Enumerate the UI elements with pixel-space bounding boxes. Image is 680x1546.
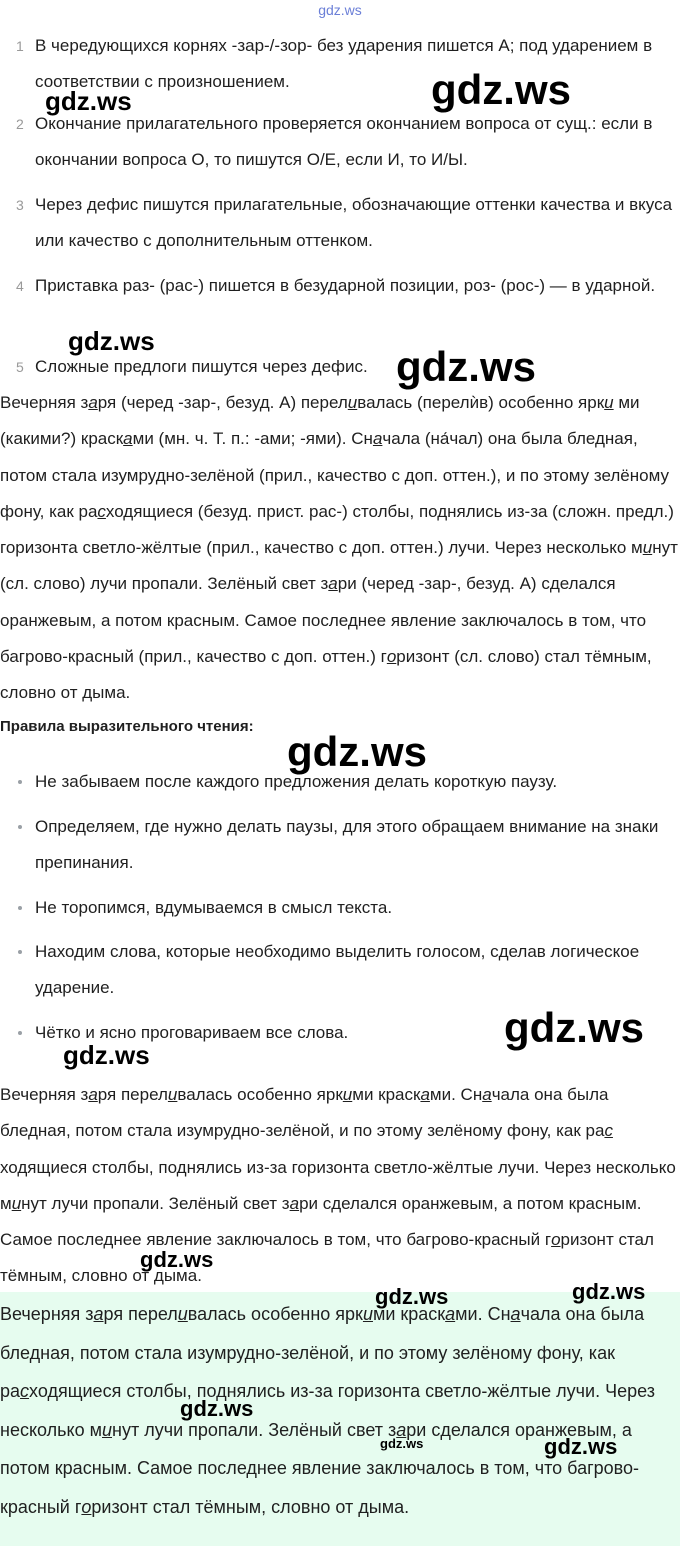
bullet-dot-icon xyxy=(18,950,22,954)
highlighted-letter: о xyxy=(386,647,397,667)
watermark-logo: gdz.ws xyxy=(504,1004,645,1051)
highlighted-letter: с xyxy=(604,1121,613,1141)
analysis-paragraph xyxy=(0,385,678,712)
reading-rules-heading: Правила выразительного чтения: xyxy=(0,718,254,735)
highlighted-letter: а xyxy=(88,393,98,412)
highlighted-letter: и xyxy=(642,538,653,558)
reading-rule-text: Находим слова, которые необходимо выделить голосом, сделав логическое ударение. xyxy=(35,942,640,997)
reading-rule-text: Не забываем после каждого предложения делать короткую паузу. xyxy=(35,772,558,791)
highlighted-letter: и xyxy=(362,1304,373,1324)
text-run: ри (черед -зар-, безуд. А) сделался оранжевым, а потом красным. Самое последнее явление заключалось в том, что багрово-красный (прил., качество с доп. оттен.) г xyxy=(0,574,647,667)
watermark-logo: gdz.ws xyxy=(140,1247,214,1272)
text-run: валась особенно ярк xyxy=(177,1085,343,1104)
rule-text: Приставка раз- (рас-) пишется в безударной позиции, роз- (рос-) — в ударной. xyxy=(35,276,656,295)
bullet-dot-icon xyxy=(18,1031,22,1035)
text-run: валась особенно ярк xyxy=(187,1304,363,1324)
text-run: ми. Сн xyxy=(429,1085,483,1104)
highlighted-letter: с xyxy=(97,501,106,521)
text-run: Вечерняя з xyxy=(0,393,89,412)
watermark-logo: gdz.ws xyxy=(68,326,155,356)
text-run: ходящиеся столбы, поднялись из-за горизонта светло-жёлтые лучи. Через несколько м xyxy=(0,1381,655,1440)
highlighted-letter: а xyxy=(93,1304,104,1324)
answer-text-paragraph xyxy=(0,1295,678,1526)
rule-text: В чередующихся корнях -зар-/-зор- без ударения пишется А; под ударением в соответствии с произношением. xyxy=(35,36,653,91)
text-run: ризонт стал тёмным, словно от дыма. xyxy=(0,1230,654,1286)
reading-rule-text: Чётко и ясно проговариваем все слова. xyxy=(35,1023,349,1042)
highlighted-letter: а xyxy=(123,429,133,449)
watermark-logo: gdz.ws xyxy=(287,728,428,775)
reading-rule-text: Определяем, где нужно делать паузы, для этого обращаем внимание на знаки препинания. xyxy=(35,817,659,872)
watermark-logo: gdz.ws xyxy=(375,1284,449,1309)
text-run: чала она была бледная, потом стала изумрудно-зелёной, и по этому зелёному фону, как ра xyxy=(0,1085,609,1141)
text-run: нут лучи пропали. Зелёный свет з xyxy=(21,1193,290,1213)
rule-number: 3 xyxy=(16,197,24,213)
rule-number: 5 xyxy=(16,359,24,375)
clean-text-paragraph xyxy=(0,1077,678,1295)
watermark-logo: gdz.ws xyxy=(45,86,132,116)
text-run: ря перел xyxy=(97,1085,168,1104)
highlighted-letter: и xyxy=(604,393,614,412)
highlighted-letter: с xyxy=(20,1381,30,1401)
text-run: ми (мн. ч. Т. п.: -ами; -ями). Сн xyxy=(132,429,373,449)
highlighted-letter: а xyxy=(396,1419,407,1440)
reading-rule-text: Не торопимся, вдумываемся в смысл текста. xyxy=(35,898,393,917)
highlighted-letter: а xyxy=(328,574,338,594)
text-run: ходящиеся (безуд. прист. рас-) столбы, поднялись из-за (сложн. предл.) горизонта светло-жёлтые (прил., качество с доп. оттен.) лучи. Через несколько м xyxy=(0,501,674,558)
text-run: ря (черед -зар-, безуд. А) перел xyxy=(97,393,348,412)
highlighted-letter: а xyxy=(372,429,383,449)
bullet-dot-icon xyxy=(18,780,22,784)
highlighted-letter: о xyxy=(551,1230,561,1250)
highlighted-letter: а xyxy=(445,1304,456,1324)
highlighted-letter: а xyxy=(510,1304,521,1324)
text-run: чала она была бледная, потом стала изумрудно-зелёной, и по этому зелёному фону, как ра xyxy=(0,1304,645,1401)
highlighted-letter: и xyxy=(347,393,358,412)
text-run: ризонт (сл. слово) стал тёмным, словно от дыма. xyxy=(0,647,652,703)
rule-text: Сложные предлоги пишутся через дефис. xyxy=(35,357,368,376)
watermark-logo: gdz.ws xyxy=(431,66,572,113)
highlighted-letter: и xyxy=(177,1304,188,1324)
text-run: чала (на́чал) она была бледная, потом стала изумрудно-зелёной (прил., качество с доп. оттен.), и по этому зелёному фону, как ра xyxy=(0,429,669,521)
highlighted-letter: о xyxy=(81,1496,92,1517)
watermark-logo: gdz.ws xyxy=(544,1434,618,1459)
rule-number: 1 xyxy=(16,38,24,54)
highlighted-letter: и xyxy=(11,1193,22,1213)
text-run: ми краск xyxy=(372,1304,446,1324)
watermark-logo: gdz.ws xyxy=(380,1436,424,1451)
bullet-dot-icon xyxy=(18,906,22,910)
highlighted-letter: а xyxy=(420,1085,430,1104)
text-run: ря перел xyxy=(103,1304,178,1324)
highlighted-letter: и xyxy=(102,1419,113,1440)
rule-number: 2 xyxy=(16,116,24,132)
text-run: ри сделался оранжевым, а потом красным. Самое последнее явление заключалось в том, что багрово-красный г xyxy=(0,1419,640,1517)
bullet-dot-icon xyxy=(18,825,22,829)
text-run: валась (перелѝв) особенно ярк xyxy=(357,393,605,412)
text-run: нут (сл. слово) лучи пропали. Зелёный свет з xyxy=(0,538,678,594)
watermark-logo: gdz.ws xyxy=(180,1396,254,1421)
text-run: Вечерняя з xyxy=(0,1304,94,1324)
rule-number: 4 xyxy=(16,278,24,294)
text-run: ризонт стал тёмным, словно от дыма. xyxy=(91,1496,410,1517)
watermark-logo: gdz.ws xyxy=(396,343,537,390)
highlighted-letter: а xyxy=(88,1085,98,1104)
site-header-link[interactable]: gdz.ws xyxy=(318,2,362,18)
highlighted-letter: и xyxy=(167,1085,178,1104)
text-run: ми. Сн xyxy=(455,1304,511,1324)
highlighted-letter: и xyxy=(342,1085,353,1104)
watermark-logo: gdz.ws xyxy=(63,1040,150,1070)
highlighted-letter: а xyxy=(482,1085,492,1104)
highlighted-letter: а xyxy=(289,1193,300,1213)
text-run: ри сделался оранжевым, а потом красным. Самое последнее явление заключалось в том, что багрово-красный г xyxy=(0,1193,642,1250)
text-run: ходящиеся столбы, поднялись из-за горизонта светло-жёлтые лучи. Через несколько м xyxy=(0,1157,676,1213)
watermark-logo: gdz.ws xyxy=(572,1279,646,1304)
text-run: ми (какими?) краск xyxy=(0,393,640,449)
rule-text: Через дефис пишутся прилагательные, обозначающие оттенки качества и вкуса или качество с дополнительным оттенком. xyxy=(35,195,673,250)
text-run: Вечерняя з xyxy=(0,1085,89,1104)
rule-text: Окончание прилагательного проверяется окончанием вопроса от сущ.: если в окончании вопроса О, то пишутся О/Е, если И, то И/Ы. xyxy=(35,114,653,169)
text-run: ми краск xyxy=(352,1085,421,1104)
text-run: нут лучи пропали. Зелёный свет з xyxy=(112,1419,397,1440)
